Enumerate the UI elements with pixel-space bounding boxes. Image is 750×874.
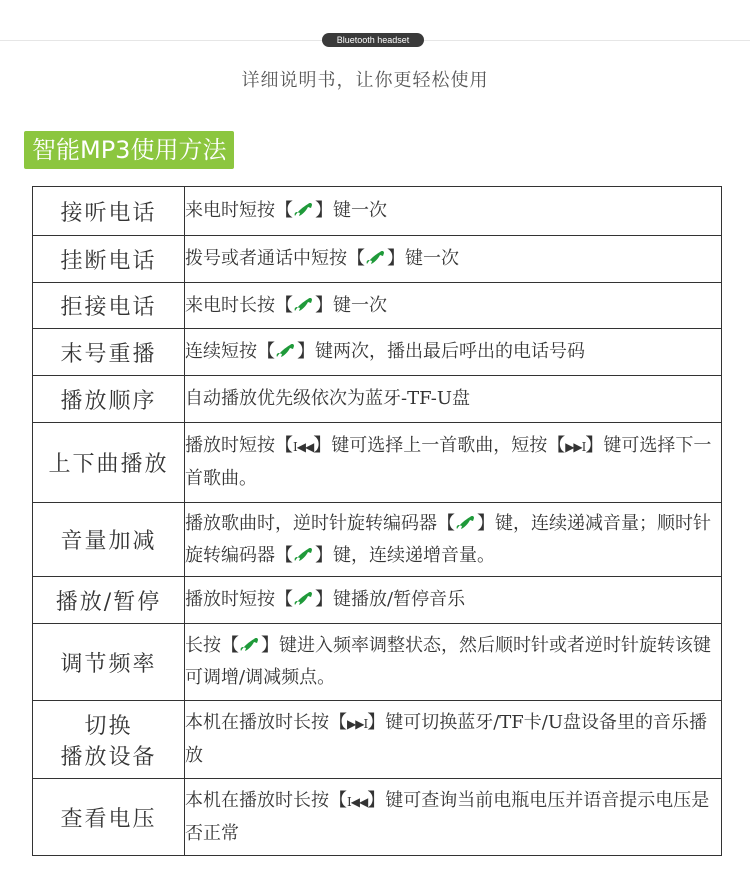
page-subtitle: 详细说明书，让你更轻松使用 — [241, 70, 489, 91]
function-description: 长按【 】键进入频率调整状态，然后顺时针或者逆时针旋转该键可调增/调减频点。 — [185, 624, 722, 701]
table-row — [33, 329, 722, 376]
function-description: 本机在播放时长按【▶▶I】键可切换蓝牙/TF卡/U盘设备里的音乐播放 — [185, 701, 722, 779]
instruction-table — [32, 186, 722, 856]
phone-icon — [293, 298, 315, 314]
function-description: 连续短按【 】键两次，播出最后呼出的电话号码 — [185, 329, 722, 376]
phone-icon — [293, 548, 315, 564]
function-description: 本机在播放时长按【I◀◀】键可查询当前电瓶电压并语音提示电压是否正常 — [185, 779, 722, 856]
function-description: 播放时短按【 】键播放/暂停音乐 — [185, 577, 722, 624]
table-row — [33, 376, 722, 423]
table-row — [33, 283, 722, 329]
function-name: 音量加减 — [33, 503, 185, 577]
function-description: 来电时短按【 】键一次 — [185, 187, 722, 236]
function-description: 播放歌曲时，逆时针旋转编码器【 】键，连续递减音量；顺时针旋转编码器【 】键，连续递增音量。 — [185, 503, 722, 577]
phone-icon — [293, 203, 315, 219]
function-description: 拨号或者通话中短按【 】键一次 — [185, 236, 722, 283]
function-name: 调节频率 — [33, 624, 185, 701]
function-name: 挂断电话 — [33, 236, 185, 283]
table-row — [33, 187, 722, 236]
function-description: 来电时长按【 】键一次 — [185, 283, 722, 329]
function-name: 上下曲播放 — [33, 423, 185, 503]
table-row — [33, 624, 722, 701]
phone-icon — [455, 516, 477, 532]
next-track-icon: ▶▶I — [565, 440, 586, 454]
function-name: 拒接电话 — [33, 283, 185, 329]
function-name: 查看电压 — [33, 779, 185, 856]
function-name: 播放顺序 — [33, 376, 185, 423]
table-row — [33, 423, 722, 503]
function-description: 自动播放优先级依次为蓝牙-TF-U盘 — [185, 376, 722, 423]
product-badge: Bluetooth headset — [322, 33, 424, 47]
phone-icon — [293, 592, 315, 608]
next-track-icon: ▶▶I — [347, 717, 368, 731]
function-name: 切换 播放设备 — [33, 701, 185, 779]
phone-icon — [365, 251, 387, 267]
section-title: 智能MP3使用方法 — [24, 131, 234, 169]
table-row — [33, 779, 722, 856]
function-description: 播放时短按【I◀◀】键可选择上一首歌曲，短按【▶▶I】键可选择下一首歌曲。 — [185, 423, 722, 503]
previous-track-icon: I◀◀ — [347, 794, 368, 809]
function-name: 接听电话 — [33, 187, 185, 236]
table-row — [33, 236, 722, 283]
table-row — [33, 577, 722, 624]
phone-icon — [239, 638, 261, 654]
function-name: 播放/暂停 — [33, 577, 185, 624]
phone-icon — [275, 344, 297, 360]
table-row — [33, 503, 722, 577]
previous-track-icon: I◀◀ — [293, 440, 314, 454]
function-name: 末号重播 — [33, 329, 185, 376]
table-row — [33, 701, 722, 779]
